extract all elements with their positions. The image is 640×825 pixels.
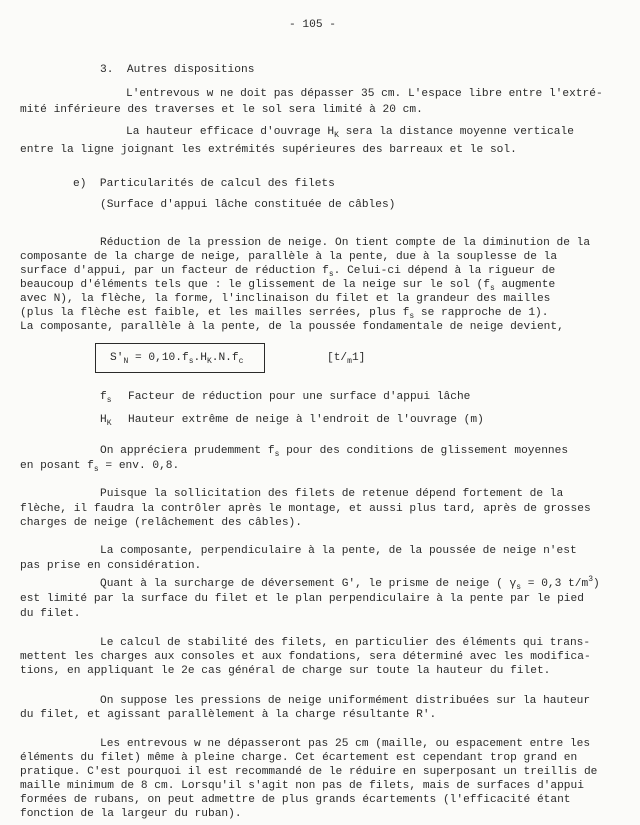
text-line: éléments du filet) même à pleine charge. Cet écartement est cependant trop grand en: [20, 752, 578, 764]
definition-text: Hauteur extrême de neige à l'endroit de l'ouvrage (m): [128, 414, 484, 426]
formula-unit: $[t/_m1]$: [327, 352, 366, 366]
text-line: pratique. C'est pourquoi il est recommandé de le réduire en superposant un treillis de: [20, 766, 598, 778]
text-line: La composante, perpendiculaire à la pente, de la poussée de neige n'est: [100, 545, 577, 557]
text-line: mité inférieure des traverses et le sol sera limité à 20 cm.: [20, 104, 423, 116]
text-line: Quant à la surcharge de déversement G', le prisme de neige ( $\gamma_s = 0,3$ $t/m^3$): [100, 575, 600, 592]
text-line: mettent les charges aux consoles et aux fondations, sera déterminé avec les modifica-: [20, 651, 591, 663]
text-line: est limité par la surface du filet et le plan perpendiculaire à la pente par le pied: [20, 593, 584, 605]
text-line: composante de la charge de neige, parallèle à la pente, due à la souplesse de la: [20, 251, 558, 263]
text-line: surface d'appui, par un facteur de réduction $f_s$. Celui-ci dépend à la rigueur de: [20, 265, 556, 279]
text-line: On suppose les pressions de neige uniformément distribuées sur la hauteur: [100, 695, 591, 707]
text-line: beaucoup d'éléments tels que : le glissement de la neige sur le sol ($f_s$ augmente: [20, 279, 556, 293]
text-line: La hauteur efficace d'ouvrage $H_K$ sera la distance moyenne verticale: [126, 126, 574, 140]
text-line: charges de neige (relâchement des câbles).: [20, 517, 302, 529]
text-line: flèche, il faudra la contrôler après le montage, et aussi plus tard, après de grosses: [20, 503, 591, 515]
text-line: L'entrevous w ne doit pas dépasser 35 cm. L'espace libre entre l'extré-: [126, 88, 603, 100]
text-line: On appréciera prudemment $f_s$ pour des conditions de glissement moyennes: [100, 445, 569, 459]
text-line: du filet, et agissant parallèlement à la charge résultante R'.: [20, 709, 437, 721]
page-number: - 105 -: [289, 19, 336, 31]
subsection-subtitle: (Surface d'appui lâche constituée de câbles): [100, 199, 396, 211]
text-line: (plus la flèche est faible, et les mailles serrées, plus $f_s$ se rapproche de 1).: [20, 307, 549, 321]
subsection-heading: e) Particularités de calcul des filets: [73, 178, 335, 190]
definition-text: Facteur de réduction pour une surface d'appui lâche: [128, 391, 471, 403]
text-line: du filet.: [20, 608, 81, 620]
text-line: entre la ligne joignant les extrémités supérieures des barreaux et le sol.: [20, 144, 517, 156]
text-line: La composante, parallèle à la pente, de la poussée fondamentale de neige devient,: [20, 321, 564, 333]
text-line: pas prise en considération.: [20, 560, 202, 572]
text-line: maille minimum de 8 cm. Lorsqu'il s'agit non pas de filets, mais de surfaces d'appui: [20, 780, 584, 792]
text-line: fonction de la largeur du ruban).: [20, 808, 242, 820]
formula: $S'_N = 0,10.f_s.H_K.N.f_c$: [110, 352, 244, 366]
definition-symbol: $H_K$: [100, 414, 112, 428]
definition-symbol: $f_s$: [100, 391, 112, 405]
text-line: tions, en appliquant le 2e cas général de charge sur toute la hauteur du filet.: [20, 665, 551, 677]
text-line: Réduction de la pression de neige. On tient compte de la diminution de la: [100, 237, 591, 249]
text-line: formées de rubans, on peut admettre de plus grands écartements (l'efficacité étant: [20, 794, 571, 806]
text-line: Les entrevous w ne dépasseront pas 25 cm (maille, ou espacement entre les: [100, 738, 591, 750]
text-line: avec N), la flèche, la forme, l'inclinaison du filet et la grandeur des mailles: [20, 293, 551, 305]
text-line: en posant $f_s$ = env. 0,8.: [20, 460, 180, 474]
text-line: Le calcul de stabilité des filets, en particulier des éléments qui trans-: [100, 637, 591, 649]
section-heading: 3. Autres dispositions: [100, 64, 255, 76]
text-line: Puisque la sollicitation des filets de retenue dépend fortement de la: [100, 488, 564, 500]
